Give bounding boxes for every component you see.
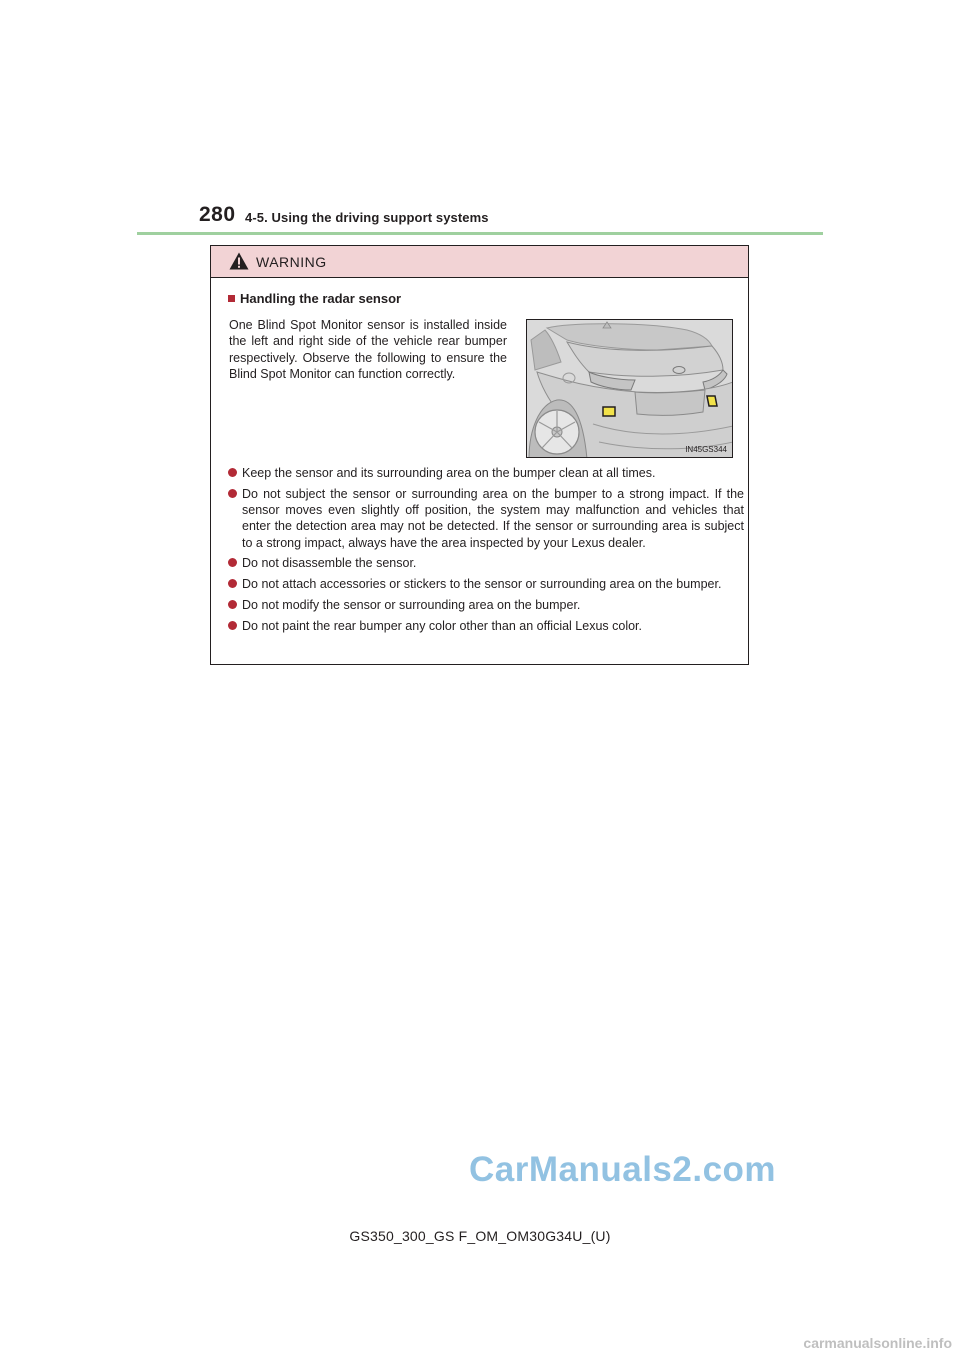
bullet-icon — [228, 621, 237, 630]
list-item-text: Do not paint the rear bumper any color other than an official Lexus color. — [242, 618, 643, 633]
list-item — [228, 486, 744, 551]
list-item-text: Do not disassemble the sensor. — [242, 556, 417, 571]
document-code: GS350_300_GS F_OM_OM30G34U_(U) — [349, 1228, 611, 1244]
square-bullet-icon — [228, 295, 235, 302]
warning-subheading — [228, 291, 401, 306]
bullet-icon — [228, 489, 237, 498]
warning-header — [211, 246, 748, 278]
bullet-icon — [228, 558, 237, 567]
list-item — [228, 597, 744, 613]
warning-bullet-list — [228, 465, 744, 639]
watermark-logo: CarManuals2.com — [469, 1150, 777, 1189]
list-item-text: Do not attach accessories or stickers to the sensor or surrounding area on the bumper. — [242, 577, 722, 592]
page-number: 280 — [199, 203, 236, 226]
header-divider — [137, 232, 823, 235]
rear-bumper-sensor-illustration — [526, 319, 733, 458]
intro-paragraph: One Blind Spot Monitor sensor is installed inside the left and right side of the vehicle rear bumper respectively. Observe the following to ensure the Blind Spot Monitor can function correctly. — [229, 318, 507, 381]
warning-box — [210, 245, 749, 665]
figure-id: IN45GS344 — [685, 445, 727, 454]
bullet-icon — [228, 579, 237, 588]
section-title: 4-5. Using the driving support systems — [245, 210, 489, 225]
list-item — [228, 618, 744, 634]
warning-subheading-text: Handling the radar sensor — [240, 291, 402, 306]
list-item — [228, 576, 744, 592]
watermark-url: carmanualsonline.info — [803, 1335, 952, 1351]
bullet-icon — [228, 468, 237, 477]
bullet-icon — [228, 600, 237, 609]
warning-label: WARNING — [256, 254, 327, 270]
list-item-text: Do not modify the sensor or surrounding area on the bumper. — [242, 598, 581, 613]
list-item-text: Do not subject the sensor or surrounding area on the bumper to a strong impact. If the sensor moves even slightly off position, the system may malfunction and vehicles that enter the detection area may not be detected. If the sensor or surrounding area is subject to a strong impact, always have the area inspected by your Lexus dealer. — [242, 486, 744, 550]
list-item — [228, 555, 744, 571]
list-item — [228, 465, 744, 481]
warning-triangle-icon — [229, 252, 249, 270]
list-item-text: Keep the sensor and its surrounding area on the bumper clean at all times. — [242, 466, 656, 480]
